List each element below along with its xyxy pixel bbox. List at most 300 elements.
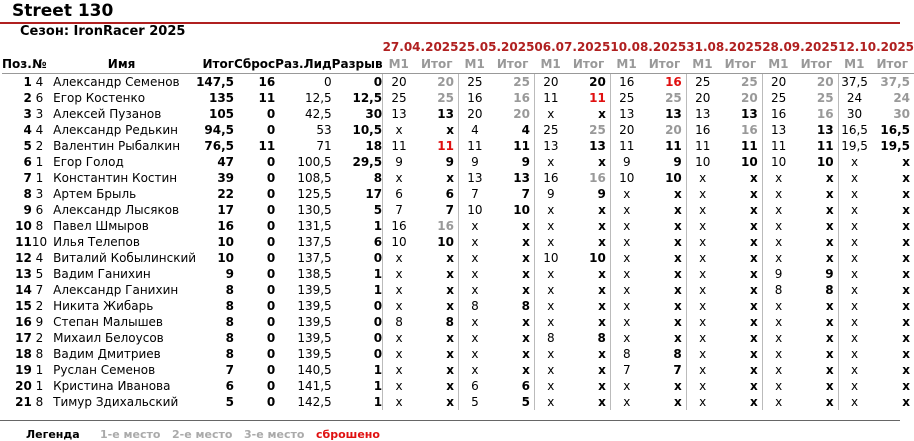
total-cell: 10 <box>217 235 235 249</box>
stage-m1-cell: x <box>610 186 642 202</box>
date-header: 28.09.2025 <box>762 39 839 54</box>
table-row <box>2 362 914 378</box>
break-cell: 10,5 <box>352 123 383 137</box>
stage-total-cell: 13 <box>437 107 454 121</box>
stage-m1-cell: 19,5 <box>838 138 870 154</box>
stage-total-cell: x <box>674 315 682 329</box>
total-cell: 17 <box>217 203 235 217</box>
break-cell: 0 <box>373 299 383 313</box>
stage-total-cell: 25 <box>740 75 758 89</box>
gap-cell: 137,5 <box>297 235 332 249</box>
stage-total-cell: x <box>825 347 834 361</box>
gap-cell: 139,5 <box>297 283 332 297</box>
stage-m1-cell: 11 <box>686 138 718 154</box>
stage-total-cell: x <box>446 347 454 361</box>
stage-m1-cell: x <box>383 330 415 346</box>
pos-cell: 5 <box>23 139 32 153</box>
stage-m1-cell: x <box>686 186 718 202</box>
stage-total-cell: x <box>825 251 834 265</box>
name-cell: Илья Телепов <box>53 235 140 249</box>
stage-total-cell: x <box>749 219 758 233</box>
stage-m1-cell: x <box>459 266 491 282</box>
num-cell: 9 <box>35 315 44 329</box>
stage-total-cell: x <box>749 187 758 201</box>
break-cell: 8 <box>373 171 383 185</box>
stage-m1-cell: x <box>762 314 794 330</box>
table-row <box>2 266 914 282</box>
pos-cell: 12 <box>15 251 32 265</box>
stage-m1-cell: 9 <box>534 186 566 202</box>
stage-total-cell: x <box>902 251 911 265</box>
total-cell: 135 <box>208 91 235 105</box>
num-cell: 2 <box>35 139 44 153</box>
gap-cell: 0 <box>324 75 332 89</box>
stage-m1-cell: x <box>459 330 491 346</box>
stage-m1-cell: x <box>383 378 415 394</box>
pos-cell: 20 <box>15 379 32 393</box>
stage-total-cell: x <box>902 395 911 409</box>
reset-cell: 0 <box>266 347 276 361</box>
stage-m1-cell: 11 <box>383 138 415 154</box>
stage-m1-cell: x <box>534 394 566 410</box>
stage-m1-cell: x <box>534 298 566 314</box>
legend-third: 3-е место <box>244 428 305 441</box>
col-itog: Итог <box>719 55 763 74</box>
standings-body <box>2 74 914 411</box>
stage-total-cell: 16,5 <box>880 123 911 137</box>
gap-cell: 108,5 <box>297 171 332 185</box>
stage-m1-cell: 20 <box>534 74 566 91</box>
stage-m1-cell: 16 <box>762 106 794 122</box>
stage-m1-cell: 6 <box>459 378 491 394</box>
stage-m1-cell: x <box>534 346 566 362</box>
gap-cell: 139,5 <box>297 347 332 361</box>
pos-cell: 7 <box>23 171 32 185</box>
stage-m1-cell: 9 <box>383 154 415 170</box>
stage-total-cell: 16 <box>589 171 606 185</box>
table-row <box>2 282 914 298</box>
stage-total-cell: x <box>902 267 911 281</box>
break-cell: 1 <box>373 363 383 377</box>
stage-m1-cell: 8 <box>534 330 566 346</box>
stage-total-cell: x <box>522 315 530 329</box>
stage-total-cell: x <box>902 379 911 393</box>
total-cell: 105 <box>208 107 235 121</box>
stage-total-cell: 11 <box>513 139 530 153</box>
stage-m1-cell: 16 <box>686 122 718 138</box>
stage-m1-cell: x <box>838 170 870 186</box>
table-row <box>2 298 914 314</box>
num-cell: 1 <box>35 379 44 393</box>
stage-total-cell: x <box>674 299 682 313</box>
stage-total-cell: 9 <box>597 187 606 201</box>
gap-cell: 53 <box>316 123 332 137</box>
stage-total-cell: 20 <box>665 123 682 137</box>
stage-total-cell: 16 <box>437 219 454 233</box>
stage-total-cell: 9 <box>825 267 834 281</box>
stage-m1-cell: x <box>838 234 870 250</box>
stage-m1-cell: x <box>534 202 566 218</box>
stage-m1-cell: 25 <box>610 90 642 106</box>
table-row <box>2 170 914 186</box>
gap-cell: 125,5 <box>297 187 332 201</box>
gap-cell: 42,5 <box>304 107 332 121</box>
num-cell: 2 <box>35 299 44 313</box>
reset-cell: 0 <box>266 363 276 377</box>
stage-m1-cell: x <box>610 202 642 218</box>
stage-total-cell: 25 <box>437 91 454 105</box>
stage-m1-cell: 11 <box>534 90 566 106</box>
total-cell: 7 <box>225 363 235 377</box>
stage-total-cell: x <box>598 299 606 313</box>
stage-m1-cell: x <box>762 202 794 218</box>
stage-total-cell: 20 <box>437 75 454 89</box>
stage-m1-cell: 8 <box>383 314 415 330</box>
num-cell: 3 <box>35 187 44 201</box>
col-m1: M1 <box>838 55 870 74</box>
stage-total-cell: x <box>598 203 606 217</box>
stage-total-cell: x <box>902 171 911 185</box>
stage-total-cell: 8 <box>521 299 530 313</box>
stage-m1-cell: x <box>838 154 870 170</box>
reset-cell: 0 <box>266 203 276 217</box>
reset-cell: 0 <box>266 267 276 281</box>
name-cell: Константин Костин <box>53 171 178 185</box>
stage-total-cell: x <box>902 347 911 361</box>
total-cell: 10 <box>217 251 235 265</box>
gap-cell: 141,5 <box>297 379 332 393</box>
stage-total-cell: x <box>522 235 530 249</box>
stage-total-cell: 30 <box>893 107 911 121</box>
stage-total-cell: x <box>902 299 911 313</box>
stage-total-cell: 6 <box>521 379 530 393</box>
table-row <box>2 122 914 138</box>
reset-cell: 0 <box>266 395 276 409</box>
col-total: Итог <box>196 55 234 74</box>
stage-m1-cell: x <box>610 234 642 250</box>
table-row <box>2 346 914 362</box>
stage-m1-cell: x <box>459 218 491 234</box>
pos-cell: 2 <box>23 91 32 105</box>
stage-m1-cell: 8 <box>762 282 794 298</box>
stage-m1-cell: x <box>534 378 566 394</box>
stage-m1-cell: x <box>762 298 794 314</box>
stage-m1-cell: 20 <box>762 74 794 91</box>
table-row <box>2 106 914 122</box>
table-row <box>2 250 914 266</box>
total-cell: 6 <box>225 379 235 393</box>
pos-cell: 10 <box>15 219 32 233</box>
col-itog: Итог <box>870 55 914 74</box>
total-cell: 5 <box>225 395 235 409</box>
stage-total-cell: 20 <box>513 107 530 121</box>
stage-m1-cell: x <box>383 170 415 186</box>
stage-m1-cell: x <box>534 266 566 282</box>
stage-m1-cell: 16,5 <box>838 122 870 138</box>
total-cell: 8 <box>225 347 235 361</box>
stage-m1-cell: 11 <box>762 138 794 154</box>
stage-total-cell: x <box>598 155 606 169</box>
stage-m1-cell: 10 <box>762 154 794 170</box>
stage-m1-cell: x <box>383 122 415 138</box>
legend-dropped: сброшено <box>316 428 380 441</box>
stage-m1-cell: x <box>383 298 415 314</box>
stage-m1-cell: x <box>762 346 794 362</box>
stage-total-cell: x <box>522 283 530 297</box>
stage-total-cell: x <box>446 331 454 345</box>
stage-total-cell: 6 <box>445 187 454 201</box>
stage-m1-cell: x <box>534 106 566 122</box>
name-cell: Кристина Иванова <box>53 379 171 393</box>
legend-label: Легенда <box>26 428 80 441</box>
stage-total-cell: 19,5 <box>880 139 911 153</box>
stage-total-cell: x <box>749 331 758 345</box>
stage-m1-cell: 25 <box>383 90 415 106</box>
stage-m1-cell: x <box>534 218 566 234</box>
stage-total-cell: 11 <box>740 139 758 153</box>
stage-total-cell: x <box>598 395 606 409</box>
gap-cell: 130,5 <box>297 203 332 217</box>
gap-cell: 142,5 <box>297 395 332 409</box>
stage-total-cell: 13 <box>589 139 606 153</box>
num-cell: 6 <box>35 91 44 105</box>
num-cell: 1 <box>35 155 44 169</box>
stage-total-cell: x <box>522 331 530 345</box>
stage-m1-cell: x <box>838 266 870 282</box>
stage-total-cell: 37,5 <box>880 75 911 89</box>
col-m1: M1 <box>383 55 415 74</box>
stage-total-cell: x <box>825 203 834 217</box>
break-cell: 12,5 <box>352 91 383 105</box>
stage-total-cell: x <box>446 299 454 313</box>
stage-total-cell: x <box>522 267 530 281</box>
stage-total-cell: 8 <box>825 283 834 297</box>
stage-m1-cell: x <box>610 314 642 330</box>
stage-total-cell: 24 <box>893 91 911 105</box>
stage-m1-cell: x <box>838 330 870 346</box>
stage-total-cell: x <box>825 219 834 233</box>
pos-cell: 18 <box>15 347 32 361</box>
col-m1: M1 <box>686 55 718 74</box>
stage-m1-cell: 9 <box>762 266 794 282</box>
stage-total-cell: 13 <box>665 107 682 121</box>
name-cell: Александр Лысяков <box>53 203 180 217</box>
reset-cell: 0 <box>266 123 276 137</box>
total-cell: 8 <box>225 283 235 297</box>
break-cell: 0 <box>373 75 383 89</box>
stage-m1-cell: x <box>686 266 718 282</box>
col-name: Имя <box>47 55 196 74</box>
table-row <box>2 186 914 202</box>
stage-m1-cell: x <box>686 298 718 314</box>
stage-total-cell: x <box>902 363 911 377</box>
col-num: № <box>32 55 47 74</box>
stage-total-cell: 11 <box>665 139 682 153</box>
num-cell: 6 <box>35 203 44 217</box>
stage-m1-cell: x <box>686 234 718 250</box>
table-row <box>2 90 914 106</box>
reset-cell: 0 <box>266 283 276 297</box>
stage-m1-cell: 16 <box>459 90 491 106</box>
stage-m1-cell: 11 <box>459 138 491 154</box>
stage-total-cell: x <box>749 379 758 393</box>
stage-total-cell: x <box>674 251 682 265</box>
pos-cell: 16 <box>15 315 32 329</box>
stage-total-cell: x <box>749 251 758 265</box>
stage-m1-cell: x <box>686 218 718 234</box>
reset-cell: 0 <box>266 155 276 169</box>
name-cell: Александр Семенов <box>53 75 180 89</box>
stage-m1-cell: 7 <box>383 202 415 218</box>
stage-total-cell: 7 <box>445 203 454 217</box>
stage-total-cell: x <box>598 363 606 377</box>
stage-m1-cell: x <box>459 346 491 362</box>
stage-m1-cell: x <box>838 298 870 314</box>
stage-m1-cell: 4 <box>459 122 491 138</box>
stage-total-cell: x <box>825 299 834 313</box>
stage-total-cell: x <box>674 187 682 201</box>
stage-m1-cell: x <box>838 202 870 218</box>
stage-m1-cell: 10 <box>383 234 415 250</box>
stage-total-cell: 7 <box>521 187 530 201</box>
stage-total-cell: 25 <box>589 123 606 137</box>
stage-m1-cell: 13 <box>686 106 718 122</box>
break-cell: 30 <box>365 107 383 121</box>
table-row <box>2 330 914 346</box>
legend-second: 2-е место <box>172 428 233 441</box>
pos-cell: 15 <box>15 299 32 313</box>
season-label: Сезон: IronRacer 2025 <box>20 24 186 39</box>
stage-m1-cell: x <box>838 362 870 378</box>
stage-m1-cell: x <box>838 186 870 202</box>
stage-m1-cell: x <box>762 378 794 394</box>
stage-total-cell: x <box>598 379 606 393</box>
name-cell: Артем Брыль <box>53 187 137 201</box>
stage-m1-cell: 13 <box>383 106 415 122</box>
break-cell: 1 <box>373 283 383 297</box>
name-cell: Степан Малышев <box>53 315 164 329</box>
stage-total-cell: x <box>598 107 606 121</box>
total-cell: 8 <box>225 299 235 313</box>
name-cell: Егор Голод <box>53 155 124 169</box>
stage-m1-cell: x <box>686 314 718 330</box>
num-cell: 4 <box>35 123 44 137</box>
stage-total-cell: 13 <box>513 171 530 185</box>
pos-cell: 13 <box>15 267 32 281</box>
stage-m1-cell: x <box>534 154 566 170</box>
stage-total-cell: 25 <box>816 91 834 105</box>
stage-m1-cell: x <box>610 250 642 266</box>
stage-total-cell: 13 <box>740 107 758 121</box>
stage-total-cell: x <box>446 363 454 377</box>
stage-total-cell: x <box>598 283 606 297</box>
stage-total-cell: 7 <box>673 363 682 377</box>
stage-m1-cell: 13 <box>762 122 794 138</box>
stage-total-cell: x <box>674 235 682 249</box>
col-itog: Итог <box>491 55 535 74</box>
stage-m1-cell: 25 <box>459 74 491 91</box>
stage-m1-cell: x <box>459 362 491 378</box>
stage-m1-cell: x <box>610 330 642 346</box>
reset-cell: 0 <box>266 251 276 265</box>
break-cell: 29,5 <box>352 155 383 169</box>
stage-total-cell: x <box>902 219 911 233</box>
gap-cell: 131,5 <box>297 219 332 233</box>
stage-total-cell: x <box>749 235 758 249</box>
stage-m1-cell: x <box>610 378 642 394</box>
num-cell: 8 <box>35 347 44 361</box>
total-cell: 22 <box>217 187 235 201</box>
gap-cell: 139,5 <box>297 299 332 313</box>
col-m1: M1 <box>534 55 566 74</box>
date-header: 25.05.2025 <box>458 39 535 54</box>
stage-m1-cell: 10 <box>686 154 718 170</box>
stage-total-cell: x <box>749 203 758 217</box>
col-m1: M1 <box>459 55 491 74</box>
stage-m1-cell: x <box>762 218 794 234</box>
stage-m1-cell: x <box>383 250 415 266</box>
stage-total-cell: x <box>446 123 454 137</box>
stage-m1-cell: x <box>534 234 566 250</box>
total-cell: 47 <box>217 155 235 169</box>
reset-cell: 0 <box>266 187 276 201</box>
stage-m1-cell: x <box>686 394 718 410</box>
column-header-row <box>2 55 914 74</box>
stage-m1-cell: x <box>383 346 415 362</box>
stage-total-cell: x <box>825 331 834 345</box>
reset-cell: 0 <box>266 299 276 313</box>
total-cell: 8 <box>225 331 235 345</box>
stage-m1-cell: x <box>534 282 566 298</box>
pos-cell: 21 <box>15 395 32 409</box>
stage-m1-cell: 8 <box>459 298 491 314</box>
num-cell: 1 <box>35 363 44 377</box>
col-m1: M1 <box>610 55 642 74</box>
stage-total-cell: x <box>902 283 911 297</box>
stage-m1-cell: x <box>762 250 794 266</box>
num-cell: 10 <box>31 235 48 249</box>
total-cell: 16 <box>217 219 235 233</box>
gap-cell: 139,5 <box>297 331 332 345</box>
stage-total-cell: x <box>825 379 834 393</box>
stage-m1-cell: x <box>838 394 870 410</box>
stage-m1-cell: x <box>762 394 794 410</box>
stage-m1-cell: 25 <box>534 122 566 138</box>
col-break: Разрыв <box>332 55 383 74</box>
stage-total-cell: x <box>749 347 758 361</box>
stage-total-cell: x <box>674 203 682 217</box>
stage-m1-cell: x <box>383 266 415 282</box>
stage-m1-cell: x <box>459 234 491 250</box>
pos-cell: 14 <box>15 283 32 297</box>
reset-cell: 11 <box>258 91 276 105</box>
name-cell: Вадим Дмитриев <box>53 347 161 361</box>
stage-m1-cell: x <box>838 314 870 330</box>
stage-total-cell: x <box>902 187 911 201</box>
standings-table <box>2 38 914 410</box>
stage-total-cell: x <box>749 299 758 313</box>
stage-m1-cell: x <box>686 346 718 362</box>
table-row <box>2 314 914 330</box>
stage-total-cell: x <box>598 315 606 329</box>
num-cell: 7 <box>35 283 44 297</box>
reset-cell: 11 <box>258 139 276 153</box>
name-cell: Валентин Рыбалкин <box>53 139 181 153</box>
stage-m1-cell: 24 <box>838 90 870 106</box>
stage-m1-cell: x <box>686 282 718 298</box>
table-row <box>2 218 914 234</box>
stage-total-cell: x <box>446 395 454 409</box>
